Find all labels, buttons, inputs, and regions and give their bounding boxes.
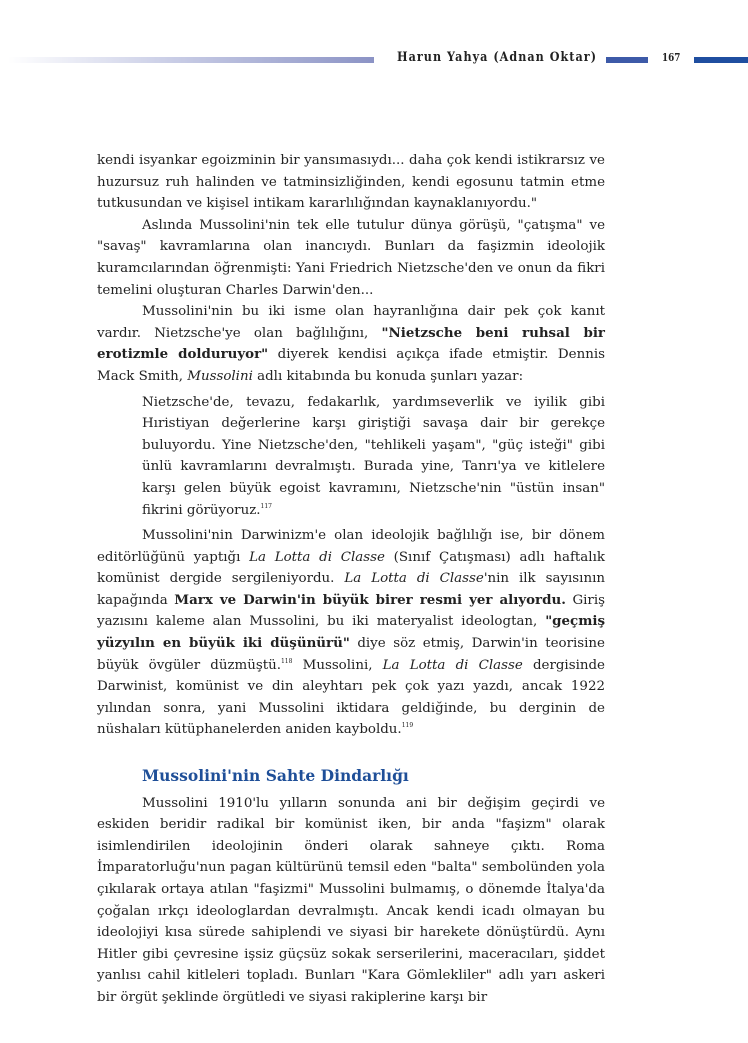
paragraph-5: Mussolini 1910'lu yılların sonunda ani bir değişim geçirdi ve eskiden beridir radikal bir komünist iken, bir anda "faşizm" olarak isimlendirilen ideolojinin önderi olarak sahneye çıktı. Roma İmparatorluğu'nun pagan kültürünü temsil eden "balta" sembolünden yola çıkılarak ortaya atılan "faşizmi" Mussolini bulmamış, o dönemde İtalya'da çoğalan ırkçı ideologlardan devralmıştı. Ancak kendi icadı olmayan bu ideolojiyi kısa sürede sahiplendi ve siyasi bir harekete dönüştürdü. Aynı Hitler gibi çevresine işsiz güçsüz sokak serserilerini, maceracıları, şiddet yanlısı cahil kitleleri topladı. Bunları "Kara Gömlekliler" adlı yarı askeri bir örgüt şeklinde örgütledi ve siyasi rakiplerine karşı bir xyxy=(97,795,605,1005)
footnote-ref[interactable]: 118 xyxy=(280,657,293,665)
page-body xyxy=(97,150,605,1009)
text-run: Mussolini'nin bu iki isme olan hayranlığına dair pek çok kanıt vardır. Nietzsche'ye olan bağlılığını, xyxy=(97,304,605,341)
text-run: dergisinde Darwinist, komünist ve din aleyhtarı pek çok yazı yazdı, ancak 1922 yılından sonra, yani Mussolini iktidara geldiğinde, bu derginin de nüshaları kütüphanelerden aniden kayboldu. xyxy=(97,657,605,738)
paragraph-4 xyxy=(97,525,605,741)
book-title: Mussolini xyxy=(187,368,253,384)
text-run: 'nin ilk sayısının kapağında xyxy=(97,571,605,608)
header-divider-bar xyxy=(606,57,648,63)
text-run: Mussolini'nin Darwinizm'e olan ideolojik bağlılığı ise, bir dönem editörlüğünü yaptığı xyxy=(97,528,605,565)
quote-text: Nietzsche'de, tevazu, fedakarlık, yardımseverlik ve iyilik gibi Hıristiyan değerlerine karşı giriştiği savaşa dair bir gerekçe buluyordu. Yine Nietzsche'den, "tehlikeli yaşam", "güç isteği" gibi ünlü kavramlarını devralmıştı. Burada yine, Tanrı'ya ve kitlelere karşı gelen büyük egoist kavramını, Nietzsche'nin "üstün insan" fikrini görüyoruz. xyxy=(142,394,605,518)
footnote-ref[interactable]: 117 xyxy=(260,502,272,510)
paragraph-3 xyxy=(97,301,605,387)
magazine-title: La Lotta di Classe xyxy=(249,549,385,565)
magazine-title: La Lotta di Classe xyxy=(382,657,523,673)
running-header xyxy=(0,52,748,68)
bold-quote: "Nietzsche beni ruhsal bir erotizmle dolduruyor" xyxy=(97,324,605,363)
text-run: Giriş yazısını kaleme alan Mussolini, bu iki materyalist ideologtan, xyxy=(97,592,605,630)
header-gradient-bar xyxy=(8,57,374,63)
text-run: diyerek kendisi açıkça ifade etmiştir. Dennis Mack Smith, xyxy=(97,347,605,384)
block-quote xyxy=(142,392,605,522)
footnote-ref[interactable]: 119 xyxy=(401,722,414,730)
magazine-title: La Lotta di Classe xyxy=(344,571,484,587)
running-title: Harun Yahya (Adnan Oktar) xyxy=(397,50,598,65)
paragraph-2: Aslında Mussolini'nin tek elle tutulur dünya görüşü, "çatışma" ve "savaş" kavramlarına olan inancıydı. Bunları da faşizmin ideolojik kuramcılarından öğrenmişti: Yani Friedrich Nietzsche'den ve onun da fikri temelini oluşturan Charles Darwin'den... xyxy=(97,217,605,298)
text-run: (Sınıf Çatışması) adlı haftalık komünist dergide sergileniyordu. xyxy=(97,549,605,587)
text-run: adlı kitabında bu konuda şunları yazar: xyxy=(252,368,524,384)
page-number: 167 xyxy=(662,51,681,64)
section-heading: Mussolini'nin Sahte Dindarlığı xyxy=(142,766,409,786)
bold-quote: "geçmiş yüzyılın en büyük iki düşünürü" xyxy=(97,613,605,652)
text-run: diye söz etmiş, Darwin'in teorisine büyük övgüler düzmüştü. xyxy=(97,636,605,673)
bold-statement: Marx ve Darwin'in büyük birer resmi yer alıyordu. xyxy=(174,591,566,608)
paragraph-1: kendi isyankar egoizminin bir yansımasıydı... daha çok kendi istikrarsız ve huzursuz ruh halinden ve tatminsizliğinden, kendi egosunu tatmin etme tutkusundan ve kişisel intikam kararlılığından kaynaklanıyordu." xyxy=(97,153,605,212)
text-run: Mussolini, xyxy=(292,657,383,673)
header-right-bar xyxy=(694,57,748,63)
